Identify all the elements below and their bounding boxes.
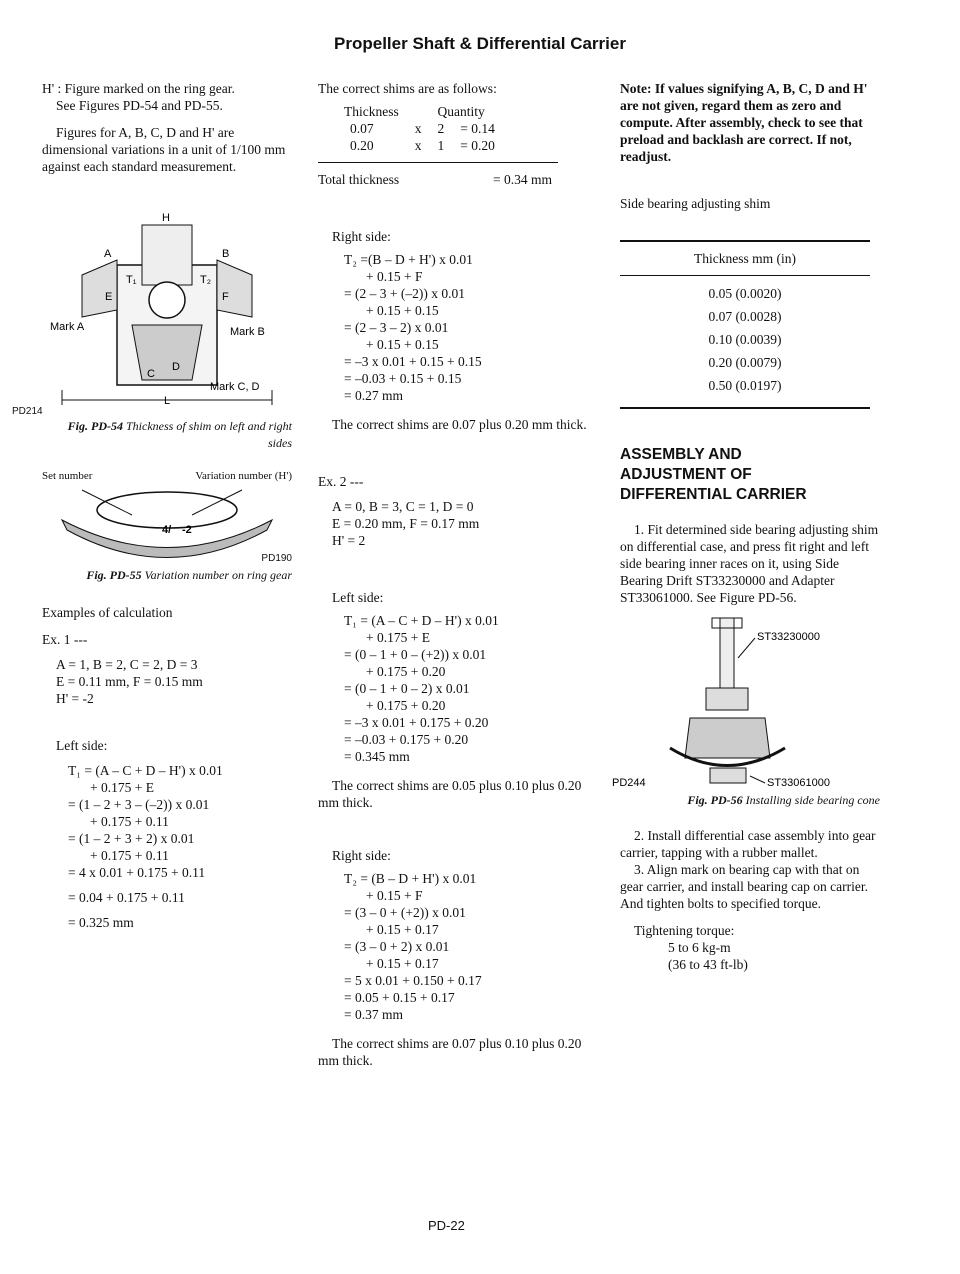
left-side-label: Left side:: [332, 590, 384, 605]
intro-line-1: H' : Figure marked on the ring gear.: [42, 81, 235, 96]
side-bearing-drift-diagram: [612, 618, 880, 789]
calc-result: = 0.325 mm: [68, 915, 134, 930]
th-quantity: Quantity: [437, 104, 485, 119]
right-side-label: Right side:: [332, 229, 391, 244]
divider: [318, 162, 558, 163]
calc-line: + 0.15 + 0.17: [366, 956, 439, 971]
calc-line: = (0 – 1 + 0 – (+2)) x 0.01: [344, 647, 487, 662]
calc-line: = –3 x 0.01 + 0.175 + 0.20: [344, 715, 489, 730]
calc-line: T₁ = (A – C + D – H') x 0.01: [68, 763, 223, 778]
column-right: [612, 80, 880, 973]
torque-value-metric: 5 to 6 kg-m: [668, 940, 731, 955]
calc-result: = 0.37 mm: [344, 1007, 403, 1022]
th-thickness: Thickness: [344, 104, 399, 119]
calc-line: + 0.175 + 0.20: [366, 698, 446, 713]
table-row: 0.20 x 1 = 0.20: [350, 138, 495, 153]
ex1-line-2: E = 0.11 mm, F = 0.15 mm: [56, 674, 203, 689]
figure-caption: Fig. PD-54 Thickness of shim on left and right sides: [67, 419, 292, 450]
shim-table-header: Thickness mm (in): [620, 242, 870, 276]
figure-code: PD214: [12, 406, 43, 417]
ring-gear-mark-2: -2: [182, 524, 192, 536]
calc-line: = –0.03 + 0.175 + 0.20: [344, 732, 469, 747]
right-side-label: Right side:: [332, 848, 391, 863]
calc-line: = 0.05 + 0.15 + 0.17: [344, 990, 455, 1005]
mark-b-label: Mark B: [230, 326, 265, 338]
table-row: 0.20 (0.0079): [708, 355, 782, 370]
step-3: 3. Align mark on bearing cap with that on gear carrier, and install bearing cap on carrier. And tighten bolts to specified torque.: [620, 862, 868, 911]
differential-cross-section-diagram: [42, 205, 292, 410]
letter-d-label: D: [172, 361, 180, 373]
calc-line: = (1 – 2 + 3 + 2) x 0.01: [68, 831, 195, 846]
calc-line: + 0.175 + E: [366, 630, 430, 645]
figure-code: PD190: [261, 553, 292, 564]
calc-line: = (1 – 2 + 3 – (–2)) x 0.01: [68, 797, 210, 812]
calc-line: + 0.175 + 0.11: [90, 848, 169, 863]
adapter-part-number: ST33061000: [767, 777, 830, 789]
figure-caption: Fig. PD-56 Installing side bearing cone: [687, 793, 880, 807]
shim-thickness-table: [620, 240, 870, 409]
shim-quantity-table: [336, 103, 503, 154]
intro-paragraph: Figures for A, B, C, D and H' are dimensional variations in a unit of 1/100 mm against each standard measurement.: [42, 125, 286, 174]
ex1-line-3: H' = -2: [56, 691, 94, 706]
torque-value-imperial: (36 to 43 ft-lb): [668, 957, 748, 972]
letter-b-label: B: [222, 248, 230, 260]
step-1: 1. Fit determined side bearing adjusting shim on differential case, and press fit right and left side bearing inner races on it, using Side Bearing Drift ST33230000 and Adapter ST33061000. See Figure PD-56.: [620, 522, 879, 605]
torque-label: Tightening torque:: [634, 923, 735, 938]
result-text: The correct shims are 0.05 plus 0.10 plus 0.20 mm thick.: [318, 778, 582, 810]
calc-line: = –3 x 0.01 + 0.15 + 0.15: [344, 354, 482, 369]
ex2-line-1: A = 0, B = 3, C = 1, D = 0: [332, 499, 474, 514]
total-thickness-row: Total thickness = 0.34 mm: [318, 172, 552, 187]
figure-pd54: [12, 205, 292, 452]
table-row: 0.05 (0.0020): [708, 286, 782, 301]
calc-line: T₂ =(B – D + H') x 0.01: [344, 252, 473, 267]
figure-code: PD244: [612, 777, 646, 789]
result-text: The correct shims are 0.07 plus 0.20 mm thick.: [332, 417, 587, 432]
calc-line: = 4 x 0.01 + 0.175 + 0.11: [68, 865, 206, 880]
mark-a-label: Mark A: [50, 321, 85, 333]
page-header: Propeller Shaft & Differential Carrier: [334, 34, 626, 53]
example-1-label: Ex. 1 ---: [42, 632, 88, 647]
table-row: 0.50 (0.0197): [708, 378, 782, 393]
step-2: 2. Install differential case assembly into gear carrier, tapping with a rubber mallet.: [620, 828, 876, 860]
calc-line: + 0.175 + 0.20: [366, 664, 446, 679]
calc-line: = (2 – 3 – 2) x 0.01: [344, 320, 449, 335]
section-title: ASSEMBLY AND ADJUSTMENT OF DIFFERENTIAL CARRIER: [620, 446, 807, 503]
table-row: 0.07 (0.0028): [708, 309, 782, 324]
calc-line: + 0.15 + F: [366, 888, 423, 903]
note-text: Note: If values signifying A, B, C, D and H' are not given, regard them as zero and compute. After assembly, check to see that preload and backlash are correct. If not, readjust.: [620, 81, 868, 164]
calc-line: + 0.175 + 0.11: [90, 814, 169, 829]
shim-table-title: Side bearing adjusting shim: [620, 196, 771, 211]
table-row: 0.07 x 2 = 0.14: [350, 121, 495, 136]
ex2-line-2: E = 0.20 mm, F = 0.17 mm: [332, 516, 480, 531]
calc-line: T₂ = (B – D + H') x 0.01: [344, 871, 477, 886]
calc-result: = 0.345 mm: [344, 749, 410, 764]
ex1-line-1: A = 1, B = 2, C = 2, D = 3: [56, 657, 198, 672]
calc-line: + 0.15 + 0.17: [366, 922, 439, 937]
page-number: PD-22: [428, 1218, 465, 1233]
calc-line: = 5 x 0.01 + 0.150 + 0.17: [344, 973, 482, 988]
calc-line: = 0.04 + 0.175 + 0.11: [68, 890, 185, 905]
variation-number-label: Variation number (H'): [195, 470, 292, 482]
letter-a-label: A: [104, 248, 112, 260]
letter-f-label: F: [222, 291, 229, 303]
drift-part-number: ST33230000: [757, 631, 820, 643]
examples-heading: Examples of calculation: [42, 605, 173, 620]
t2-label: T₂: [200, 274, 211, 286]
ring-gear-mark-1: 4/: [162, 524, 172, 536]
result-text: The correct shims are 0.07 plus 0.10 plus 0.20 mm thick.: [318, 1036, 582, 1068]
figure-pd56: [612, 618, 880, 789]
figure-caption: Fig. PD-55 Variation number on ring gear: [86, 568, 292, 582]
set-number-label: Set number: [42, 470, 93, 482]
column-middle: [318, 80, 590, 1069]
ring-gear-diagram: [42, 485, 292, 555]
intro-line-2: See Figures PD-54 and PD-55.: [56, 98, 223, 113]
figure-pd55: [42, 468, 292, 584]
left-side-label: Left side:: [56, 738, 108, 753]
dimension-l-label: L: [164, 395, 171, 407]
ex2-line-3: H' = 2: [332, 533, 366, 548]
t1-label: T₁: [126, 274, 137, 286]
letter-c-label: C: [147, 368, 155, 380]
column-left: [12, 80, 292, 931]
mark-cd-label: Mark C, D: [210, 381, 260, 393]
calc-result: = 0.27 mm: [344, 388, 403, 403]
calc-line: = (2 – 3 + (–2)) x 0.01: [344, 286, 465, 301]
example-2-label: Ex. 2 ---: [318, 474, 364, 489]
calc-line: + 0.15 + F: [366, 269, 423, 284]
letter-h-label: H: [162, 212, 170, 224]
calc-line: = (3 – 0 + (+2)) x 0.01: [344, 905, 466, 920]
calc-line: + 0.15 + 0.15: [366, 303, 439, 318]
calc-line: + 0.15 + 0.15: [366, 337, 439, 352]
calc-line: + 0.175 + E: [90, 780, 154, 795]
calc-line: = (0 – 1 + 0 – 2) x 0.01: [344, 681, 470, 696]
letter-e-label: E: [105, 291, 113, 303]
calc-line: = –0.03 + 0.15 + 0.15: [344, 371, 462, 386]
calc-line: = (3 – 0 + 2) x 0.01: [344, 939, 450, 954]
table-row: 0.10 (0.0039): [708, 332, 782, 347]
shims-intro: The correct shims are as follows:: [318, 81, 497, 96]
calc-line: T₁ = (A – C + D – H') x 0.01: [344, 613, 499, 628]
